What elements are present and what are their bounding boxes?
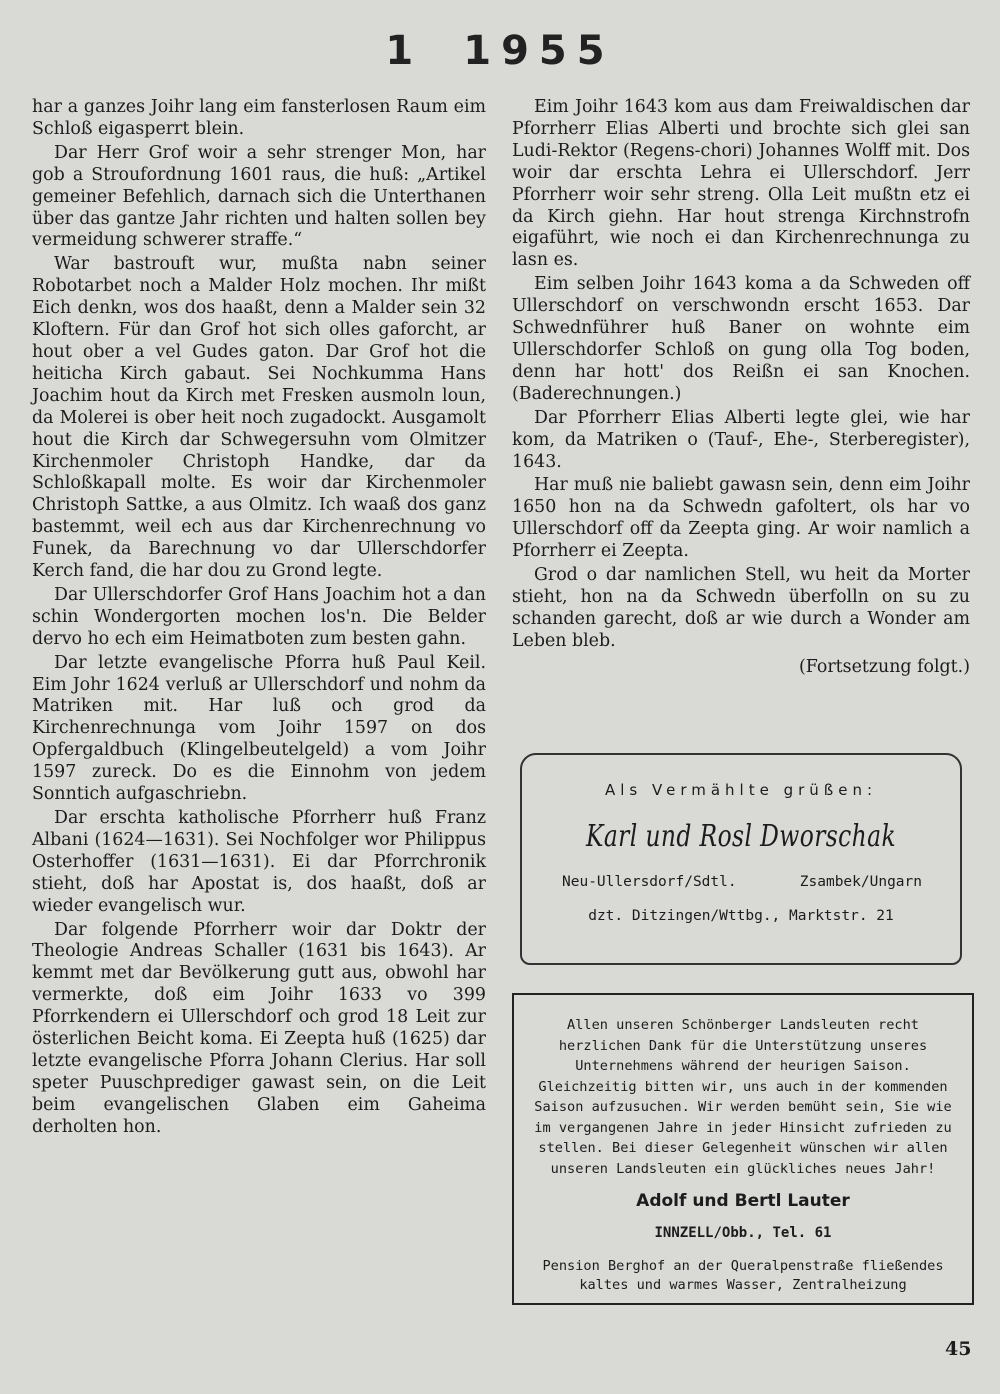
- origin-left: Neu-Ullersdorf/Sdtl.: [562, 874, 737, 890]
- paragraph: Eim Joihr 1643 kom aus dam Freiwaldischen dar Pforrherr Elias Alberti und brochte sich glei san Ludi-Rektor (Regens-chori) Johannes Wolff mit. Dos woir dar erschta Lehra ei Ullerschdorf. Jerr Pforrherr woir sehr streng. Olla Leit mußtn etz ei da Kirch giehn. Har hout strenga Kirchnstrofn eigaführt, wie noch ei dan Kirchenrechnunga zu lasn es.: [512, 97, 970, 271]
- ad-pension-details: Pension Berghof an der Queralpenstraße fließendes kaltes und warmes Wasser, Zentralheizung: [542, 1258, 944, 1293]
- page-header: [0, 28, 1000, 74]
- current-address: dzt. Ditzingen/Wttbg., Marktstr. 21: [588, 908, 894, 924]
- wedding-greeting: Als Vermählte grüßen:: [604, 781, 878, 799]
- ad-owner-names: Adolf und Bertl Lauter: [636, 1191, 850, 1211]
- paragraph: har a ganzes Joihr lang eim fansterlosen Raum eim Schloß eigasperrt blein.: [32, 97, 486, 139]
- paragraph: Dar Pforrherr Elias Alberti legte glei, wie har kom, da Matriken o (Tauf-, Ehe-, Sterberegister), 1643.: [512, 407, 970, 472]
- paragraph: Dar erschta katholische Pforrherr huß Franz Albani (1624—1631). Sei Nochfolger wor Philippus Osterhoffer (1631—1631). Ei dar Pforrchronik stieht, doß har Apostat is, dos haaßt, doß ar wieder evangelisch wur.: [32, 808, 486, 916]
- left-column: [32, 97, 486, 1141]
- ad-location-phone: INNZELL/Obb., Tel. 61: [654, 1225, 832, 1241]
- paragraph: Dar letzte evangelische Pforra huß Paul Keil. Eim Johr 1624 verluß ar Ullerschdorf und nohm da Matriken mit. Har luß och grod da Kirchenrechnunga vom Joihr 1597 on dos Opfergaldbuch (Klingelbeutelgeld) a vom Joihr 1597 zureck. Do es die Einnohm von jedem Sonntich aufgaschriebn.: [32, 652, 486, 805]
- paragraph: Dar Herr Grof woir a sehr strenger Mon, har gob a Stroufordnung 1601 raus, die huß: „Artikel gemeiner Befehlich, darnach sich die Unterthanen über das gantze Jahr richten und halten sollen bey vermeidung schwerer straffe.“: [32, 142, 486, 251]
- paragraph: Har muß nie baliebt gawasn sein, denn eim Joihr 1650 hon na da Schwedn gafoltert, ols har vo Ullerschdorf off da Zeepta ging. Ar woir namlich a Pforrherr ei Zeepta.: [512, 475, 970, 562]
- continuation-note: (Fortsetzung folgt.): [798, 656, 970, 677]
- paragraph: War bastrouft wur, mußta nabn seiner Robotarbet noch a Malder Holz mochen. Ihr mißt Eich denkn, wos dos haaßt, denn a Malder sein 32 Kloftern. Für dan Grof hot sich olles gaforcht, ar hout ober a vel Gudes gaton. Dar Grof hot die heiticha Kirch gabaut. Sei Nochkumma Hans Joachim hout da Kirch met Fresken ausmoln loun, da Molerei is ober heit noch zugadockt. Ausgamolt hout die Kirch dar Schwegersuhn vom Olmitzer Kirchenmoler Christoph Handke, dar da Schloßkapall molte. Es woir dar Kirchenmoler Christoph Sattke, a aus Olmitz. Ich waaß dos ganz bastemmt, weil ech aus dar Kirchenrechnung vo Funek, da Barechnung vo dar Ullerschdorfer Kerch fand, die har dou zu Grond legte.: [32, 254, 486, 582]
- couple-names: Karl und Rosl Dworschak: [585, 819, 897, 854]
- origin-row: [562, 874, 922, 890]
- page-number: 45: [945, 1338, 972, 1360]
- origin-right: Zsambek/Ungarn: [799, 874, 922, 890]
- paragraph: Eim selben Joihr 1643 koma a da Schweden off Ullerschdorf on verschwondn erscht 1653. Dar Schwednführer huß Baner on wohnte eim Ullerschdorfer Schloß on gung olla Tog boden, denn har hott' dos Reißn ei san Knochen. (Baderechnungen.): [512, 274, 970, 404]
- issue-number: 1: [385, 28, 424, 74]
- paragraph: Dar folgende Pforrherr woir dar Doktr der Theologie Andreas Schaller (1631 bis 1643). Ar kemmt met dar Bevölkerung gutt aus, obwohl har vermerkte, doß eim Joihr 1633 vo 399 Pforrkendern ei Ullerschdorf och grod 18 Leit zur österlichen Beicht koma. Ei Zeepta huß (1625) dar letzte evangelische Pforra Johann Clerius. Har soll speter Puuschprediger gawast sein, on die Leit beim evangelischen Glaben eim Gaheima derholten hon.: [32, 919, 486, 1137]
- paragraph: Dar Ullerschdorfer Grof Hans Joachim hot a dan schin Wondergorten mochen los'n. Die Belder dervo ho ech eim Heimatboten zum besten gahn.: [32, 584, 486, 649]
- wedding-announcement: [520, 753, 962, 965]
- right-column: [512, 97, 970, 681]
- paragraph: Grod o dar namlichen Stell, wu heit da Morter stieht, hon na da Schwedn überfolln on su zu schanden garecht, doß ar wie durch a Wonder am Leben bleb.: [512, 565, 970, 651]
- ad-body-text: Allen unseren Schönberger Landsleuten recht herzlichen Dank für die Unterstützung unseres Unternehmens während der heurigen Saison. Gleichzeitig bitten wir, uns auch in der kommenden Saison aufzusuchen. Wir werden bemüht sein, Sie wie im vergangenen Jahre in jeder Hinsicht zufrieden zu stellen. Bei dieser Gelegenheit wünschen wir allen unseren Landsleuten ein glückliches neues Jahr!: [534, 1017, 952, 1177]
- issue-year: 1955: [463, 28, 615, 74]
- thank-you-advertisement: [512, 993, 974, 1305]
